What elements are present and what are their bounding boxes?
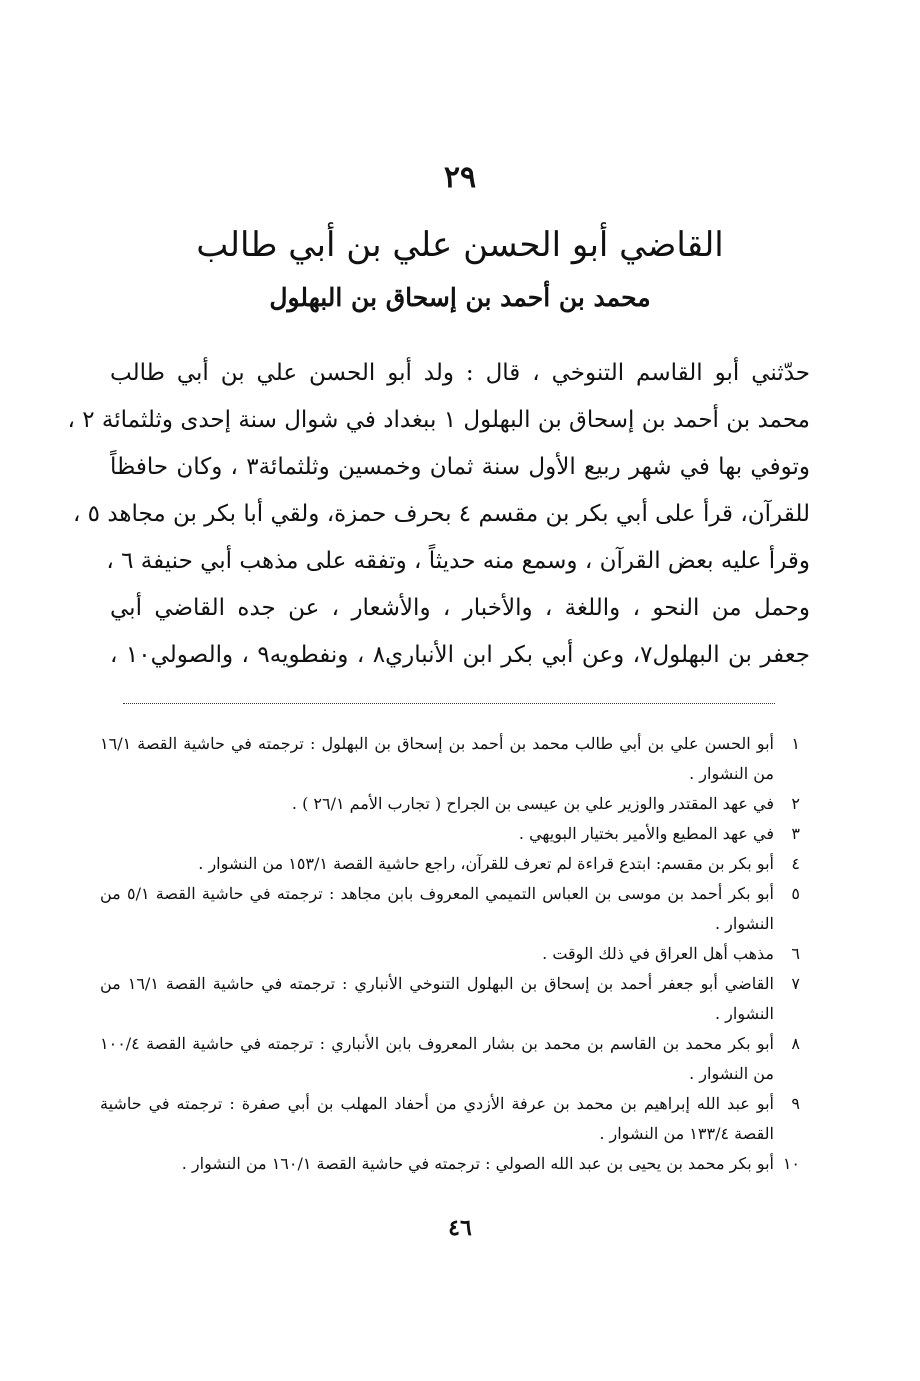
footnote-number: ٢ xyxy=(791,794,800,813)
footnote-text: أبو الحسن علي بن أبي طالب محمد بن أحمد بن إسحاق بن البهلول : ترجمته في حاشية القصة ١٦/١ من النشوار . xyxy=(100,734,774,783)
footnote-number: ٨ xyxy=(791,1034,800,1053)
footnote-number: ١ xyxy=(791,734,800,753)
footnote-text: أبو بكر محمد بن يحيى بن عبد الله الصولي : ترجمته في حاشية القصة ١٦٠/١ من النشوار . xyxy=(181,1154,774,1173)
footnote xyxy=(100,789,800,819)
footnote-text: القاضي أبو جعفر أحمد بن إسحاق بن البهلول التنوخي الأنباري : ترجمته في حاشية القصة ١٦/١ من النشوار . xyxy=(100,974,774,1023)
footnote xyxy=(100,819,800,849)
footnote-text: مذهب أهل العراق في ذلك الوقت . xyxy=(542,944,774,963)
footnote-number: ٥ xyxy=(791,884,800,903)
footnote-divider xyxy=(123,703,775,704)
footnote-text: أبو بكر بن مقسم: ابتدع قراءة لم تعرف للقرآن، راجع حاشية القصة ١٥٣/١ من النشوار . xyxy=(198,854,774,873)
footnote-number: ٧ xyxy=(791,974,800,993)
footnote-text: أبو عبد الله إبراهيم بن محمد بن عرفة الأزدي من أحفاد المهلب بن أبي صفرة : ترجمته في حاشية القصة ١٣٣/٤ من النشوار . xyxy=(100,1094,774,1143)
body-line: محمد بن أحمد بن إسحاق بن البهلول ١ ببغداد في شوال سنة إحدى وثلثمائة ٢ ، xyxy=(67,407,810,433)
page-title: القاضي أبو الحسن علي بن أبي طالب xyxy=(196,225,724,265)
footnotes xyxy=(100,729,800,1179)
footnote-text: في عهد المقتدر والوزير علي بن عيسى بن الجراح ( تجارب الأمم ٢٦/١ ) . xyxy=(291,794,774,813)
page-subtitle: محمد بن أحمد بن إسحاق بن البهلول xyxy=(269,283,651,312)
footnote-number: ٣ xyxy=(791,824,800,843)
footnote xyxy=(100,1089,800,1149)
footnote xyxy=(100,729,800,789)
footnote-number: ٦ xyxy=(791,944,800,963)
footnote-text: أبو بكر محمد بن القاسم بن محمد بن بشار المعروف بابن الأنباري : ترجمته في حاشية القصة ١٠٠/٤ من النشوار . xyxy=(100,1034,774,1083)
footnote xyxy=(100,849,800,879)
body-line: وقرأ عليه بعض القرآن ، وسمع منه حديثاً ، وتفقه على مذهب أبي حنيفة ٦ ، xyxy=(106,548,810,574)
body-line: حدّثني أبو القاسم التنوخي ، قال : ولد أبو الحسن علي بن أبي طالب xyxy=(110,360,810,386)
body-line: للقرآن، قرأ على أبي بكر بن مقسم ٤ بحرف حمزة، ولقي أبا بكر بن مجاهد ٥ ، xyxy=(72,501,810,527)
footnote xyxy=(100,939,800,969)
footnote-number: ٤ xyxy=(791,854,800,873)
body-line: وحمل من النحو ، واللغة ، والأخبار ، والأشعار ، عن جده القاضي أبي xyxy=(110,595,810,621)
footnote xyxy=(100,1029,800,1089)
footnote xyxy=(100,1149,800,1179)
footnote-number: ٩ xyxy=(791,1094,800,1113)
footnote-text: في عهد المطيع والأمير بختيار البويهي . xyxy=(518,824,774,843)
body-text xyxy=(67,350,811,679)
footnote-number: ١٠ xyxy=(782,1154,800,1173)
story-number: ٢٩ xyxy=(443,160,477,195)
body-line: وتوفي بها في شهر ربيع الأول سنة ثمان وخمسين وثلثمائة٣ ، وكان حافظاً xyxy=(110,454,810,480)
footnote-text: أبو بكر أحمد بن موسى بن العباس التميمي المعروف بابن مجاهد : ترجمته في حاشية القصة ٥/١ من النشوار . xyxy=(100,884,775,933)
page-number: ٤٦ xyxy=(448,1215,472,1241)
footnote xyxy=(100,879,800,939)
footnote xyxy=(100,969,800,1029)
body-line: جعفر بن البهلول٧، وعن أبي بكر ابن الأنباري٨ ، ونفطويه٩ ، والصولي١٠ ، xyxy=(110,642,811,668)
